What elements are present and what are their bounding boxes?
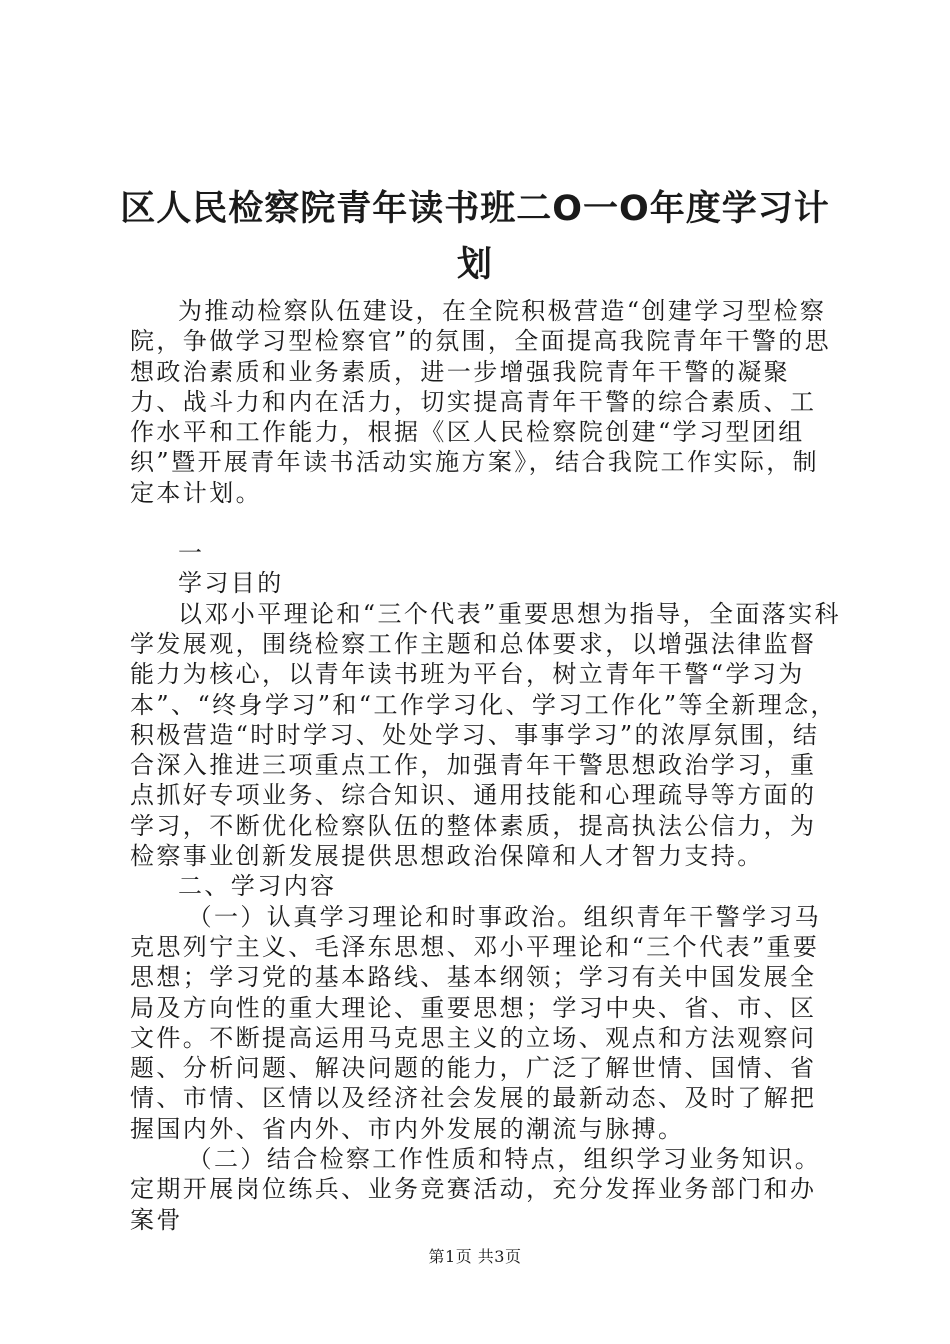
section-heading-content: 二、学习内容 [178,872,337,901]
document-title-continued: 划 [456,245,493,285]
page-number-footer: 第1页 共3页 [428,1247,522,1266]
purpose-paragraph: 以邓小平理论和“三个代表”重要思想为指导，全面落实科学发展观，围绕检察工作主题和总体要求，以增强法律监督能力为核心，以青年读书班为平台，树立青年干警“学习为本”、“终身学习”和“工作学习化、学习工作化”等全新理念，积极营造“时时学习、处处学习、事事学习”的浓厚氛围，结合深入推进三项重点工作，加强青年干警思想政治学习，重点抓好专项业务、综合知识、通用技能和心理疏导等方面的学习，不断优化检察队伍的整体素质，提高执法公信力，为检察事业创新发展提供思想政治保障和人才智力支持。 [130,599,841,871]
section-heading-purpose: 学习目的 [178,569,284,598]
content-item-2: （二）结合检察工作性质和特点，组织学习业务知识。定期开展岗位练兵、业务竞赛活动，充分发挥业务部门和办案骨 [130,1145,822,1234]
document-title: 区人民检察院青年读书班二O一O年度学习计 [120,189,830,229]
intro-paragraph: 为推动检察队伍建设，在全院积极营造“创建学习型检察院，争做学习型检察官”的氛围，全面提高我院青年干警的思想政治素质和业务素质，进一步增强我院青年干警的凝聚力、战斗力和内在活力，切实提高青年干警的综合素质、工作水平和工作能力，根据《区人民检察院创建“学习型团组织”暨开展青年读书活动实施方案》，结合我院工作实际，制定本计划。 [130,297,832,507]
content-item-1: （一）认真学习理论和时事政治。组织青年干警学习马克思列宁主义、毛泽东思想、邓小平理论和“三个代表”重要思想；学习党的基本路线、基本纲领；学习有关中国发展全局及方向性的重大理论、重要思想；学习中央、省、市、区文件。不断提高运用马克思主义的立场、观点和方法观察问题、分析问题、解决问题的能力，广泛了解世情、国情、省情、市情、区情以及经济社会发展的最新动态、及时了解把握国内外、省内外、市内外发展的潮流与脉搏。 [130,902,822,1143]
document-body [130,296,842,1235]
section-number: 一 [178,539,205,568]
